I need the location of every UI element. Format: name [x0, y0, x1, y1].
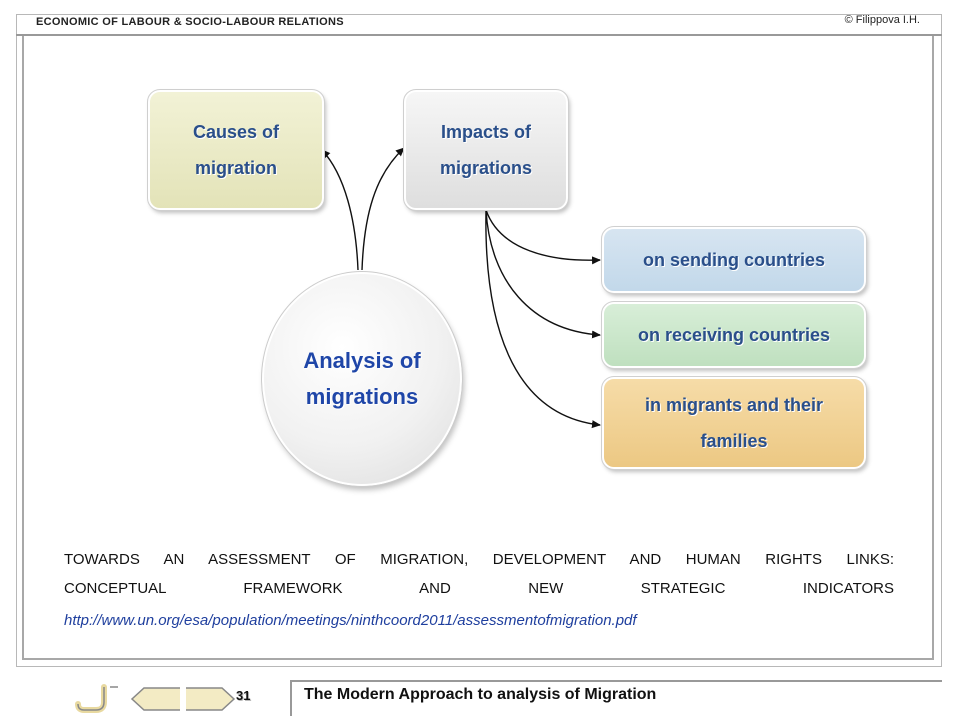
reference-citation: [64, 545, 894, 603]
reference-link[interactable]: http://www.un.org/esa/population/meetings/ninthcoord2011/assessmentofmigration.pdf: [64, 612, 637, 629]
forward-arrow-icon[interactable]: [182, 684, 238, 714]
migrants-families-box: [602, 377, 866, 469]
migrants-label-line1: in migrants and their: [644, 395, 824, 415]
arrow-to-sending: [486, 210, 600, 260]
analysis-circle: [262, 272, 462, 486]
receiving-label: on receiving countries: [637, 325, 831, 345]
footer-title: The Modern Approach to analysis of Migration: [304, 686, 657, 703]
page-number: 31: [236, 688, 251, 703]
causes-label-line2: migration: [194, 158, 277, 178]
reference-line-2: CONCEPTUAL FRAMEWORK AND NEW STRATEGIC INDICATORS: [64, 580, 894, 597]
sending-countries-box: [602, 227, 866, 293]
migrants-label-line2: families: [700, 431, 768, 451]
impacts-label-line1: Impacts of: [440, 122, 531, 142]
copyright: © Filippova I.H.: [844, 14, 920, 26]
impacts-of-migrations-box: [404, 90, 568, 210]
arrow-to-causes: [322, 150, 358, 270]
home-arrow-icon[interactable]: [74, 684, 128, 714]
impacts-label-line2: migrations: [439, 158, 532, 178]
receiving-countries-box: [602, 302, 866, 368]
back-arrow-icon[interactable]: [128, 684, 184, 714]
arrow-to-receiving: [486, 210, 600, 335]
footer-vertical-divider: [290, 680, 292, 716]
arrow-to-impacts: [362, 148, 404, 270]
causes-of-migration-box: [148, 90, 324, 210]
footer-divider: [290, 680, 942, 682]
sending-label: on sending countries: [642, 250, 825, 270]
causes-label-line1: Causes of: [192, 122, 280, 142]
reference-line-1: TOWARDS AN ASSESSMENT OF MIGRATION, DEVELOPMENT AND HUMAN RIGHTS LINKS:: [64, 551, 894, 568]
course-title: ECONOMIC OF LABOUR & SOCIO-LABOUR RELATIONS: [36, 16, 344, 28]
analysis-label: Analysis of migrations: [303, 348, 421, 409]
